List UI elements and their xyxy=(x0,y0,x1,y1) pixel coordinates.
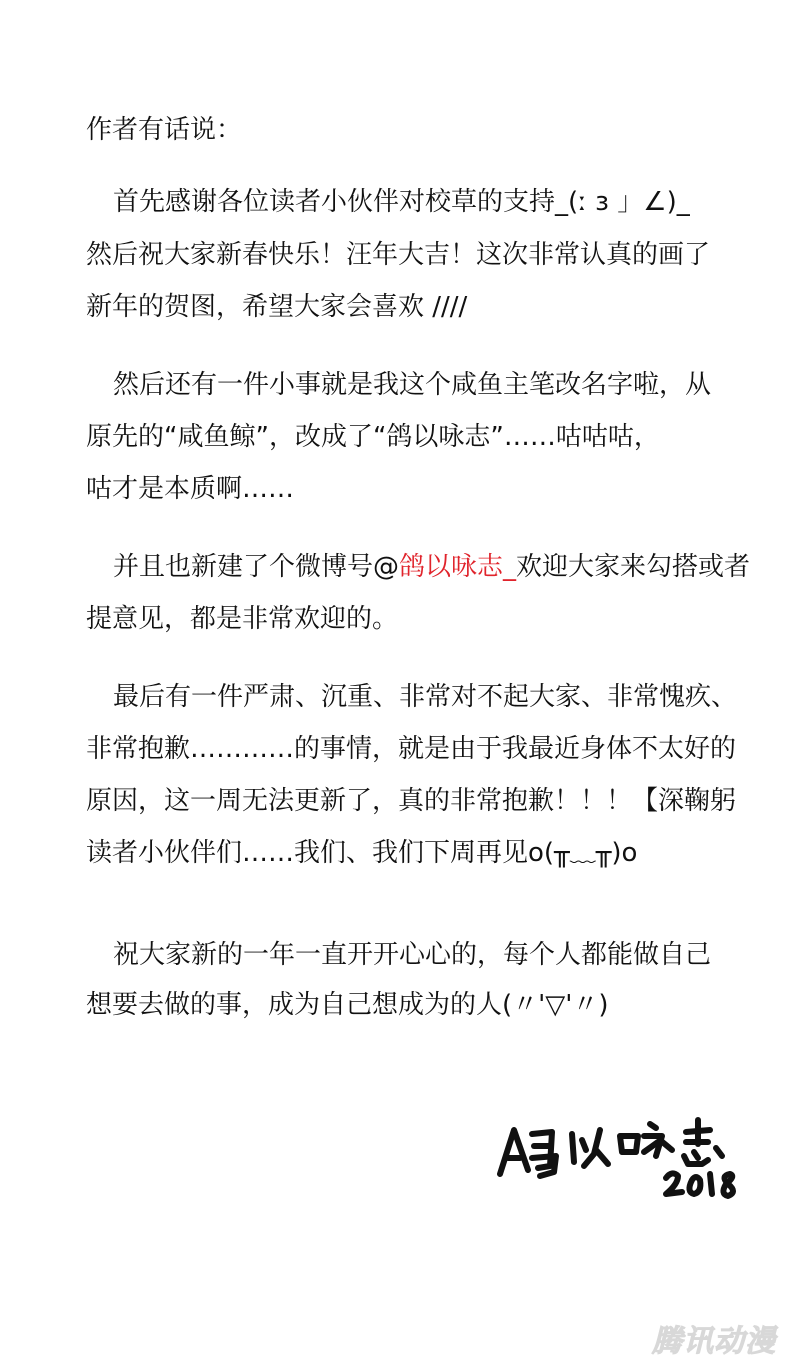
p5-line1: 祝大家新的一年一直开开心心的，每个人都能做自己 xyxy=(113,940,712,970)
p3-prefix: 并且也新建了个微博号@ xyxy=(113,552,400,582)
p1-line3: 新年的贺图，希望大家会喜欢 //// xyxy=(86,292,468,322)
p2-line3: 咕才是本质啊…… xyxy=(86,474,295,504)
p4-line4: 读者小伙伴们……我们、我们下周再见o(╥﹏╥)o xyxy=(86,838,638,868)
p2-line2: 原先的“咸鱼鲸”，改成了“鸽以咏志”……咕咕咕， xyxy=(86,422,660,452)
tencent-comic-watermark: 腾讯动漫 xyxy=(652,1324,776,1359)
p4-line3: 原因，这一周无法更新了，真的非常抱歉！！！【深鞠躬 xyxy=(86,786,737,816)
p4-line2: 非常抱歉…………的事情，就是由于我最近身体不太好的 xyxy=(86,734,737,764)
note-heading: 作者有话说： xyxy=(86,115,243,145)
p3-line1 xyxy=(113,550,750,584)
p5-line2: 想要去做的事，成为自己想成为的人(〃'▽'〃) xyxy=(86,990,609,1020)
handwritten-signature xyxy=(480,1112,750,1202)
p3-suffix: 欢迎大家来勾搭或者 xyxy=(516,552,751,582)
p1-line1: 首先感谢各位读者小伙伴对校草的支持_(ː ɜ 」∠)_ xyxy=(113,187,690,217)
p1-line2: 然后祝大家新春快乐！汪年大吉！这次非常认真的画了 xyxy=(86,240,711,270)
weibo-handle-link[interactable]: 鸽以咏志_ xyxy=(399,552,517,582)
p4-line1: 最后有一件严肃、沉重、非常对不起大家、非常愧疚、 xyxy=(113,682,738,712)
p3-line2: 提意见，都是非常欢迎的。 xyxy=(86,604,399,634)
p2-line1: 然后还有一件小事就是我这个咸鱼主笔改名字啦，从 xyxy=(113,370,712,400)
